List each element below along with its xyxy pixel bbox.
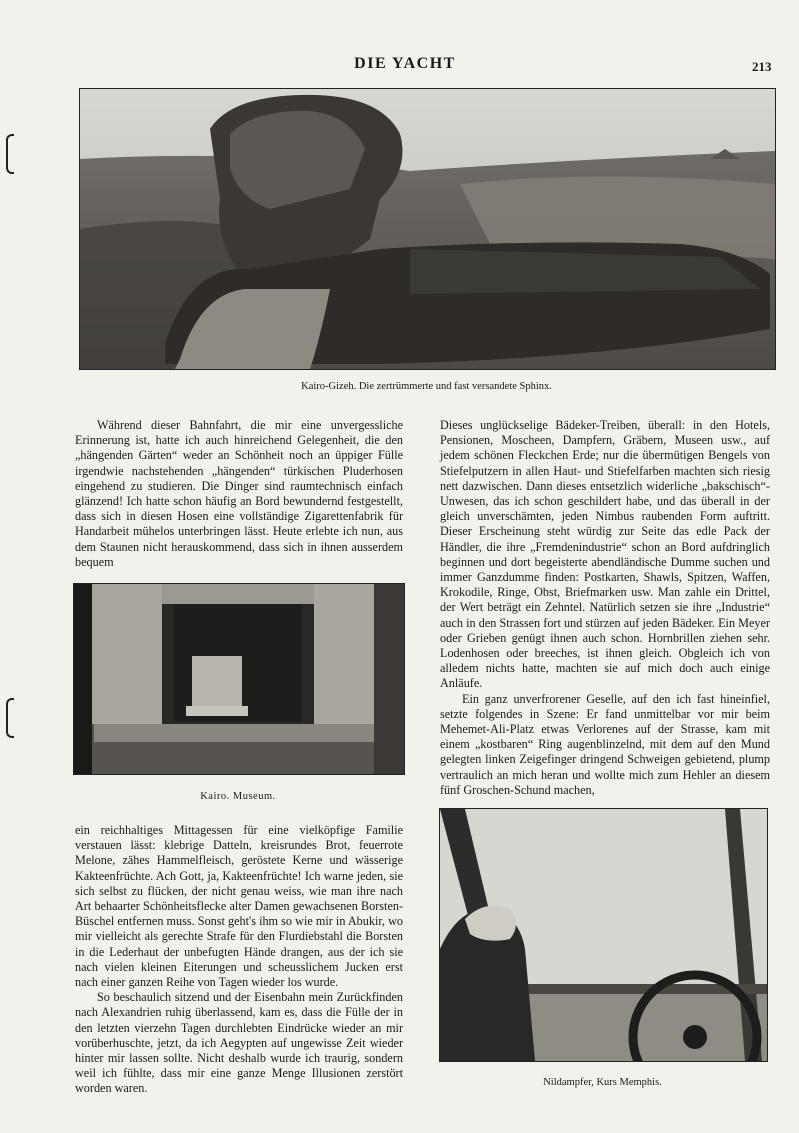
steamer-photo bbox=[439, 808, 768, 1062]
binding-mark bbox=[6, 698, 14, 738]
paragraph: Während dieser Bahnfahrt, die mir eine unvergessliche Erinnerung ist, hatte ich auch hinreichend Gelegenheit, die den „hängenden Gärten“ weder an Schönheit noch an üppiger Fülle irgendwie nachstehenden „hängenden“ türkischen Pluderhosen eingehend zu studieren. Die Dinger sind raumtechnisch einfach glänzend! Ich hatte schon häufig an Bord bewundernd festgestellt, dass sich in diesen Hosen eine vollständige Zigarettenfabrik für Handarbeit mühelos unterbringen lässt. Heute erlebte ich nun, aus dem Staunen nicht herauskommend, dass sich in ihnen ausserdem bequem bbox=[75, 418, 403, 569]
paragraph: So beschaulich sitzend und der Eisenbahn mein Zurückfinden nach Alexandrien ruhig überlassend, kam es, dass die Fülle der in den letzten vierzehn Tagen durchlebten Eindrücke wieder an mir vorüberhuschte, jetzt, da ich Aegypten auf ungewisse Zeit wieder hinter mir lassen sollte. Nicht deshalb wurde ich traurig, sondern weil ich fühlte, dass mir eine ganze Menge Illusionen zerstört worden waren. bbox=[75, 990, 403, 1096]
museum-photo bbox=[73, 583, 405, 775]
page-number: 213 bbox=[752, 59, 772, 74]
museum-caption: Kairo. Museum. bbox=[200, 791, 276, 802]
running-header: DIE YACHT bbox=[354, 55, 456, 72]
right-column bbox=[440, 418, 770, 798]
paragraph: Dieses unglückselige Bädeker-Treiben, überall: in den Hotels, Pensionen, Moscheen, Dampfern, Gräbern, Museen usw., auf jedem schönen Fleckchen Erde; nur die übermütigen Bengels von Stiefelputzern in allen Haut- und Stiefelfarben machten sich riesig nett dazwischen. Dann dieses entsetzlich widerliche „bakschisch“-Unwesen, das ich schon geschildert habe, und das überall in der gleich unverschämten, jeden Nimbus raubenden Form auftritt. Dieser Erscheinung steht würdig zur Seite das edle Pack der Händler, die ihre „Fremdenindustrie“ schon an Bord aufdringlich beginnen und dort begeisterte abendländische Dumme suchen und immer Ganzdumme finden: Postkarten, Shawls, Spitzen, Waffen, Krokodile, Ringe, Obst, Briefmarken usw. Man zahle ein Drittel, der Wert beträgt ein Zehntel. Natürlich setzen sie ihre „Industrie“ auch in den Strassen fort und stürzen auf jeden Bädeker. Ein Meyer oder Grieben genügt ihnen auch schon. Hornbrillen ziehen sehr. Lodenhosen oder breeches, ist ihnen gleich. Obgleich ich von alledem nichts hatte, machten sie auf mich doch auch einige Anläufe. bbox=[440, 418, 770, 691]
left-column-bottom bbox=[75, 823, 403, 1097]
paragraph: ein reichhaltiges Mittagessen für eine vielköpfige Familie verstauen lässt: klebrige Datteln, kreisrundes Brot, feuerrote Melone, zähes Hammelfleisch, geröstete Kerne und wässerige Kakteenfrüchte. Ach Gott, ja, Kakteenfrüchte! Ich warne jeden, sie sich selbst zu flücken, der nicht genau weiss, wie man ihre nach Art behaarter Schönheitsflecke alter Damen gewachsenen Borsten-Büschel entfernen muss. Sonst geht's ihm so wie mir in Abukir, wo mir vielleicht als gerechte Strafe für den Flurdiebstahl die Borsten in die Lederhaut der unbefugten Hände drangen, aus der ich sie nach vielen kleinen Eiterungen und scheusslichem Jucken erst nach einer ganzen Reihe von Tagen wieder los wurde. bbox=[75, 823, 403, 990]
paragraph: Ein ganz unverfrorener Geselle, auf den ich fast hineinfiel, setzte folgendes in Szene: Er fand unmittelbar vor mir beim Mehemet-Ali-Platz etwas Verlorenes auf der Strasse, kam mit einem „kostbaren“ Ring augenblinzelnd, mit dem auf den Mund gelegten linken Zeigefinger dringend Schweigen gebietend, plump vertraulich an mich heran und wollte mich zum Hehler an diesem fünf Groschen-Schund machen, bbox=[440, 691, 770, 797]
steamer-caption: Nildampfer, Kurs Memphis. bbox=[543, 1077, 662, 1088]
sphinx-photo bbox=[79, 88, 776, 370]
left-column-top bbox=[75, 418, 403, 570]
binding-mark bbox=[6, 134, 14, 174]
sphinx-caption: Kairo-Gizeh. Die zertrümmerte und fast versandete Sphinx. bbox=[301, 381, 552, 392]
